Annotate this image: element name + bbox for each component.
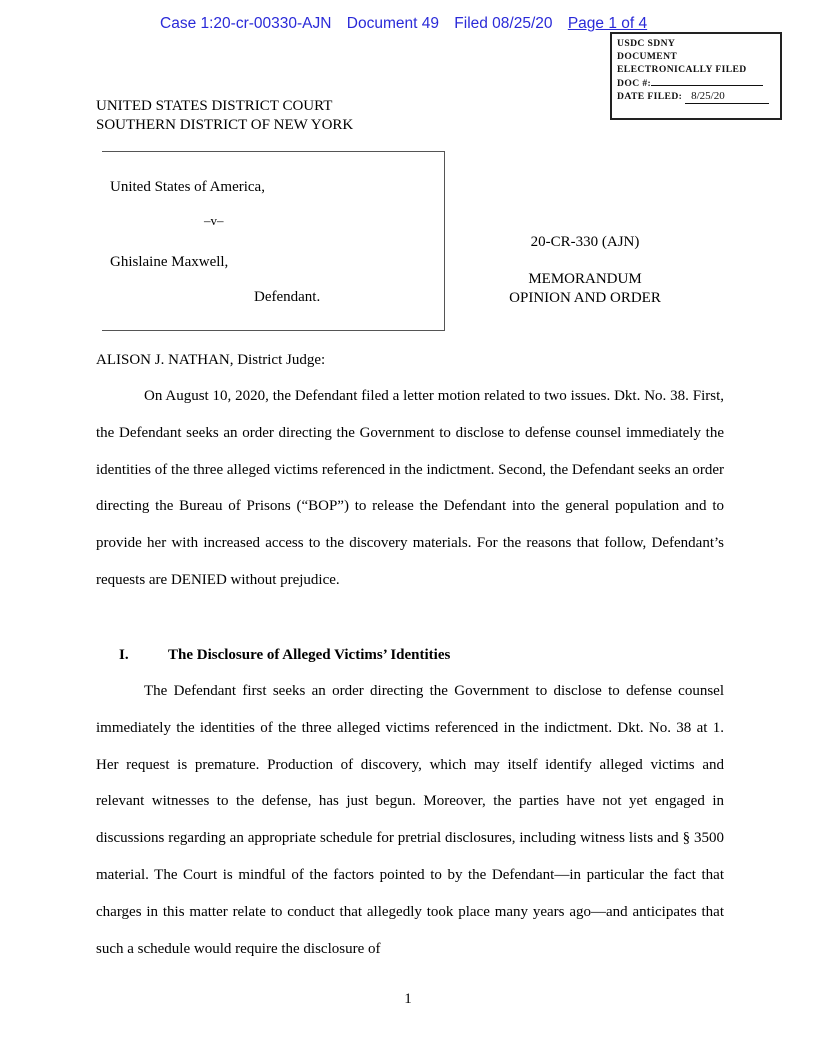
stamp-document: DOCUMENT	[617, 51, 678, 62]
ecf-filed-date: Filed 08/25/20	[454, 15, 553, 32]
section-heading	[119, 647, 450, 664]
paragraph-section1: The Defendant first seeks an order directing the Government to disclose to defense counsel immediately the identities of the three alleged victims referenced in the indictment. Dkt. No. 38 at 1. Her request is premature. Production of discovery, which may itself identify alleged victims and relevant witnesses to the defense, has just begun. Moreover, the parties have not yet engaged in discussions regarding an appropriate schedule for pretrial disclosures, including witness lists and § 3500 material. The Court is mindful of the factors pointed to by the Defendant—in particular the fact that charges in this matter relate to conduct that allegedly took place many years ago—and anticipates that such a schedule would require the disclosure of	[96, 683, 724, 957]
court-line-2: SOUTHERN DISTRICT OF NEW YORK	[96, 117, 354, 133]
stamp-doc-label: DOC #:	[617, 78, 652, 89]
court-line-1: UNITED STATES DISTRICT COURT	[96, 98, 333, 114]
document-title-line-1: MEMORANDUM	[528, 271, 642, 287]
stamp-date-filed	[617, 90, 775, 104]
ecf-header	[160, 15, 658, 33]
stamp-court: USDC SDNY	[617, 38, 676, 49]
judge-line: ALISON J. NATHAN, District Judge:	[96, 352, 326, 368]
caption-plaintiff: United States of America,	[110, 179, 265, 195]
case-number: 20-CR-330 (AJN)	[530, 234, 640, 250]
ecf-case-number: Case 1:20-cr-00330-AJN	[160, 15, 332, 32]
section-title: The Disclosure of Alleged Victims’ Identities	[168, 647, 451, 663]
stamp-doc-number	[617, 76, 775, 90]
filing-stamp	[610, 32, 782, 120]
opinion-body-intro	[96, 378, 724, 599]
opinion-body-section1	[96, 673, 724, 967]
document-title-line-2: OPINION AND ORDER	[509, 290, 661, 306]
court-name	[96, 97, 353, 135]
ecf-document-number: Document 49	[346, 15, 439, 32]
ecf-page-count: Page 1 of 4	[567, 15, 648, 32]
page-number: 1	[404, 991, 412, 1007]
stamp-electronically-filed: ELECTRONICALLY FILED	[617, 64, 747, 75]
stamp-date-label: DATE FILED:	[617, 91, 683, 102]
stamp-doc-blank	[651, 76, 763, 86]
document-title	[450, 270, 720, 308]
caption-defendant-label: Defendant.	[254, 289, 321, 305]
stamp-date-value: 8/25/20	[685, 90, 769, 104]
paragraph-intro: On August 10, 2020, the Defendant filed a letter motion related to two issues. Dkt. No. 38. First, the Defendant seeks an order directing the Government to disclose to defense counsel immediately the identities of the three alleged victims referenced in the indictment. Second, the Defendant seeks an order directing the Bureau of Prisons (“BOP”) to release the Defendant into the general population and to provide her with increased access to the discovery materials. For the reasons that follow, Defendant’s requests are DENIED without prejudice.	[96, 388, 724, 588]
caption-defendant-name: Ghislaine Maxwell,	[110, 254, 229, 270]
caption-versus: –v–	[204, 213, 224, 228]
section-number: I.	[119, 647, 129, 663]
